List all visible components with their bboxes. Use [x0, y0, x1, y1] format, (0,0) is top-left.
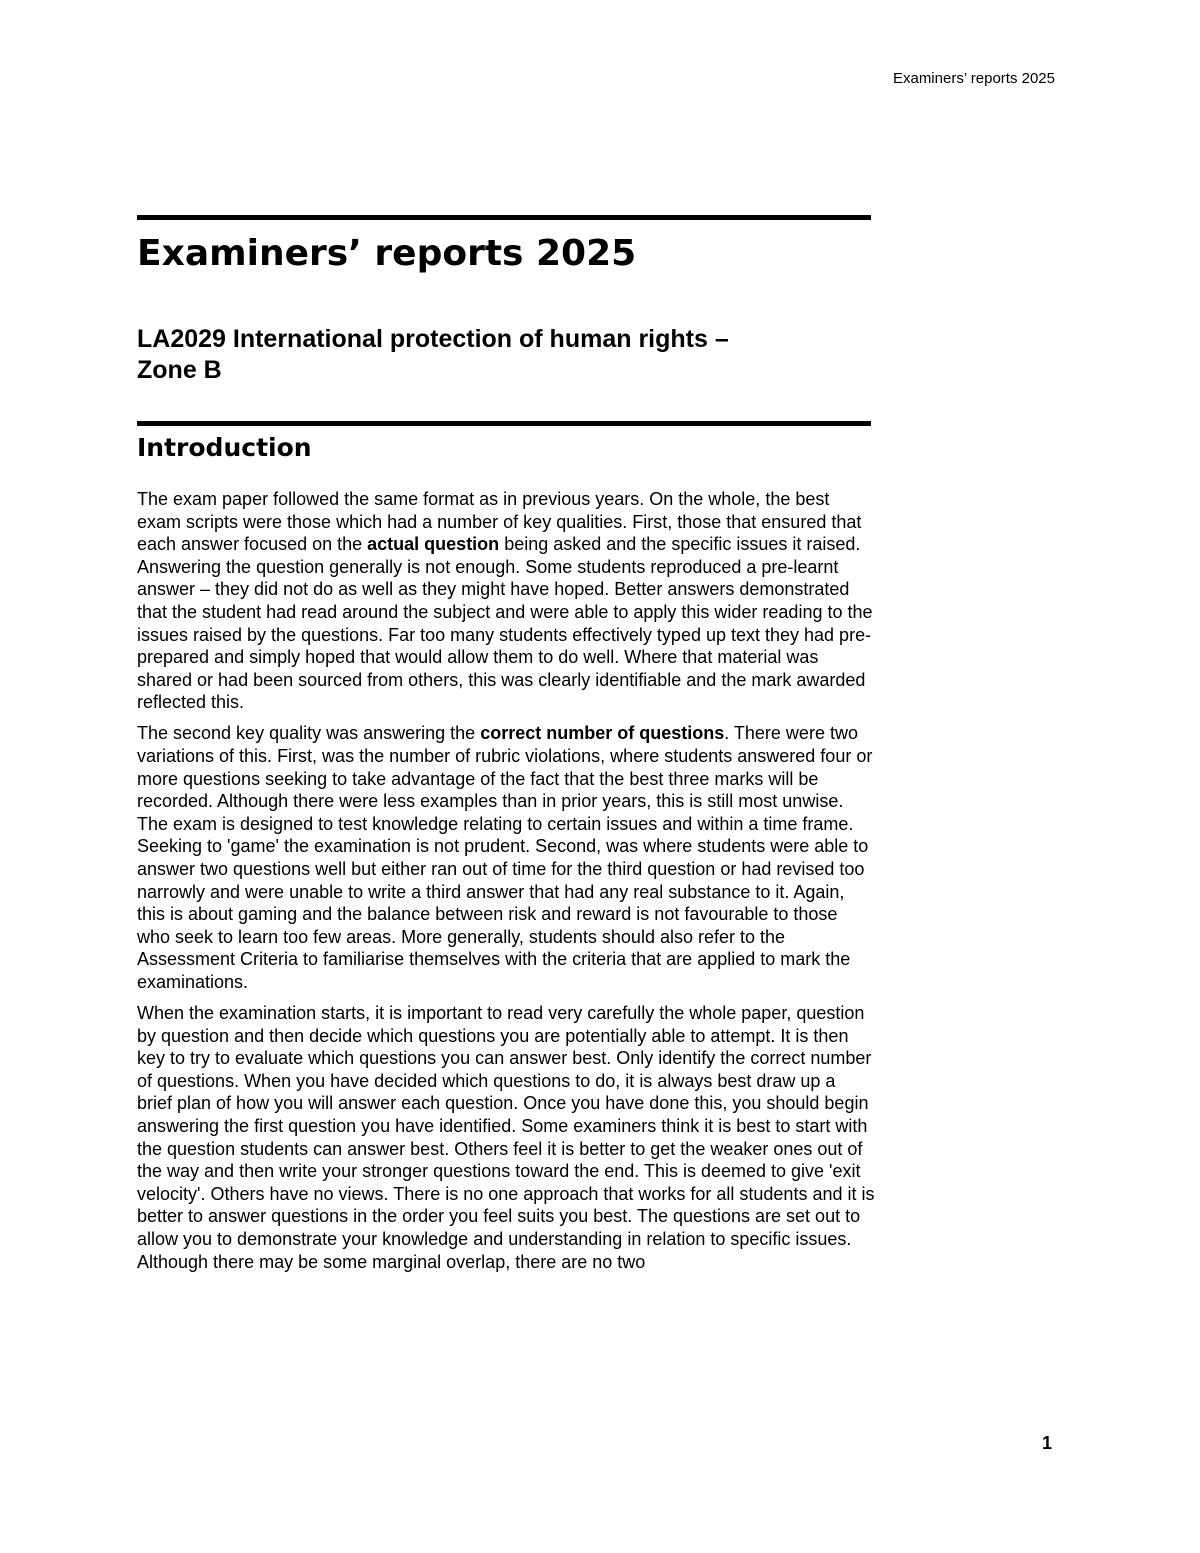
section-body	[137, 488, 875, 1282]
running-header: Examiners’ reports 2025	[892, 70, 1055, 87]
paragraph-2-part-2: . There were two variations of this. First, was the number of rubric violations, where students answered four or more questions seeking to take advantage of the fact that the best three marks will be recorded. Although there were less examples than in prior years, this is still most unwise. The exam is designed to test knowledge relating to certain issues and within a time frame. Seeking to 'game' the examination is not prudent. Second, was where students were able to answer two questions well but either ran out of time for the third question or had revised too narrowly and were unable to write a third answer that had any real substance to it. Again, this is about gaming and the balance between risk and reward is not favourable to those who seek to learn too few areas. More generally, students should also refer to the Assessment Criteria to familiarise themselves with the criteria that are applied to mark the examinations.	[137, 723, 873, 992]
paragraph-3: When the examination starts, it is important to read very carefully the whole paper, question by question and then decide which questions you are potentially able to attempt. It is then key to try to evaluate which questions you can answer best. Only identify the correct number of questions. When you have decided which questions to do, it is always best draw up a brief plan of how you will answer each question. Once you have done this, you should begin answering the first question you have identified. Some examiners think it is best to start with the question students can answer best. Others feel it is better to get the weaker ones out of the way and then write your stronger questions toward the end. This is deemed to give 'exit velocity'. Others have no views. There is no one approach that works for all students and it is better to answer questions in the order you feel suits you best. The questions are set out to allow you to demonstrate your knowledge and understanding in relation to specific issues. Although there may be some marginal overlap, there are no two	[137, 1003, 875, 1272]
document-subtitle	[137, 324, 837, 386]
subtitle-line-2: Zone B	[137, 356, 222, 384]
section-rule	[137, 421, 871, 426]
paragraph-1-part-1: The exam paper followed the same format as in previous years. On the whole, the best exam scripts were those which had a number of key qualities. First, those that ensured that each answer focused on the	[137, 489, 862, 555]
subtitle-line-1: LA2029 International protection of human rights –	[137, 325, 729, 353]
emphasis-actual-question: actual question	[367, 534, 500, 555]
paragraph-2	[137, 722, 875, 993]
top-rule	[137, 215, 871, 220]
paragraph-1-part-2: being asked and the specific issues it raised. Answering the question generally is not enough. Some students reproduced a pre-learnt answer – they did not do as well as they might have hoped. Better answers demonstrated that the student had read around the subject and were able to apply this wider reading to the issues raised by the questions. Far too many students effectively typed up text they had pre-prepared and simply hoped that would allow them to do well. Where that material was shared or had been sourced from others, this was clearly identifiable and the mark awarded reflected this.	[137, 534, 873, 713]
page-number: 1	[1041, 1433, 1052, 1453]
paragraph-2-part-1: The second key quality was answering the	[137, 723, 481, 744]
document-title: Examiners’ reports 2025	[137, 233, 637, 274]
paragraph-1	[137, 488, 875, 714]
emphasis-correct-number: correct number of questions	[480, 723, 725, 744]
section-heading: Introduction	[137, 433, 312, 462]
